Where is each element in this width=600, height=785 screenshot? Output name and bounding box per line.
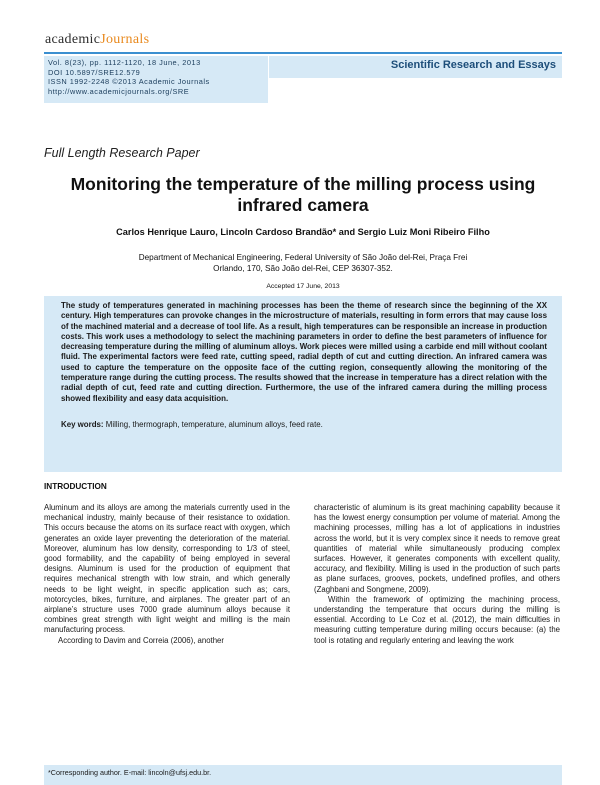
author-affiliation: [44, 252, 562, 274]
section-heading-introduction: INTRODUCTION: [44, 482, 107, 491]
abstract-box: [44, 296, 562, 472]
keywords: [61, 420, 547, 429]
keywords-label: Key words:: [61, 419, 104, 429]
accepted-date: Accepted 17 June, 2013: [266, 283, 340, 290]
logo-text-academic: academic: [45, 32, 101, 47]
paragraph: Within the framework of optimizing the machining process, understanding the temperature that occurs during the milling is essential. According to Le Coz et al. (2012), the main difficulties in measuring cutting temperature during milling occurs because: (a) the tool is rotating and regularly entering and leaving the work: [314, 594, 560, 645]
abstract-text: The study of temperatures generated in machining processes has been the theme of research since the beginning of the XX century. High temperatures can provoke changes in the microstructure of materials, resulting in form errors that may cause loss of the machined material and a decrease of tool life. As a result, high temperatures can be responsible an increase in production costs. This work uses a methodology to select the machining parameters in order to define the best parameters of influence for decreasing temperature during the milling of aluminum alloys. Work pieces were milled using a carbide end mill without coolant fluid. The experimental factors were feed rate, cutting speed, radial depth of cut and cutting direction. An infrared camera was used to capture the temperature on the opposite face of the cutting region, consequently allowing the monitoring of the temperature range during the cutting process. The results showed that the increase in temperature has a direct relation with the radial depth of cut, feed rate and cutting direction. Furthermore, the use of the infrared camera during the milling process showed flexibility and easy data acquisition.: [61, 301, 547, 403]
paper-type: Full Length Research Paper: [44, 146, 200, 160]
text-column-left: [44, 503, 290, 646]
corresponding-author-footnote: *Corresponding author. E-mail: lincoln@ufsj.edu.br.: [44, 765, 562, 785]
paragraph: Aluminum and its alloys are among the materials currently used in the mechanical industry, mainly because of their resistance to oxidation. This occurs because the atoms on its surface react with oxygen, which generates an oxide layer preventing the deterioration of the material. Moreover, aluminum has low density, corresponding to 1/3 of steel, good formability, and the capability of being employed in several designs. Aluminum is used for the production of equipment that requires mechanical strength with low strain, and which generally needs to be light weight, in specific application such as; cars, motorcycles, bikes, furniture, and airplanes. The greater part of an airplane’s structure uses 7000 grade aluminum alloys because it combines great strength with light weight and milling is the main manufacturing process.: [44, 503, 290, 635]
text-column-right: [314, 503, 560, 646]
paragraph: characteristic of aluminum is its great machining capability because it has the lowest energy consumption per volume of material. Among the machining processes, milling has a lot of applications in industries across the world, but it is very complex since it needs to remove great quantities of material while simultaneously producing complex surfaces. However, it generates components with excellent quality, accuracy, and flexibility. Milling is used in the production of such parts as plane surfaces, grooves, pockets, undefined profiles, and others (Zaghbani and Songmene, 2009).: [314, 503, 560, 594]
header-rule: [44, 52, 562, 54]
journal-name: Scientific Research and Essays: [269, 56, 562, 78]
publication-metadata: [44, 56, 268, 103]
paragraph: According to Davim and Correia (2006), another: [58, 635, 224, 645]
keywords-list: Milling, thermograph, temperature, aluminum alloys, feed rate.: [105, 419, 323, 429]
publisher-logo: [45, 30, 149, 48]
issn-line: ISSN 1992-2248 ©2013 Academic Journals: [48, 77, 210, 87]
author-list: Carlos Henrique Lauro, Lincoln Cardoso Brandão* and Sergio Luiz Moni Ribeiro Filho: [116, 227, 490, 237]
logo-text-journals: Journals: [100, 32, 150, 47]
article-title: Monitoring the temperature of the milling process using infrared camera: [70, 174, 536, 215]
volume-line: Vol. 8(23), pp. 1112-1120, 18 June, 2013: [48, 58, 201, 67]
affiliation-line-2: Orlando, 170, São João del-Rei, CEP 36307-352.: [213, 264, 393, 273]
journal-url-link[interactable]: http://www.academicjournals.org/SRE: [48, 86, 190, 96]
doi-line: DOI 10.5897/SRE12.579: [48, 67, 141, 77]
affiliation-line-1: Department of Mechanical Engineering, Federal University of São João del-Rei, Praça Frei: [138, 253, 468, 262]
